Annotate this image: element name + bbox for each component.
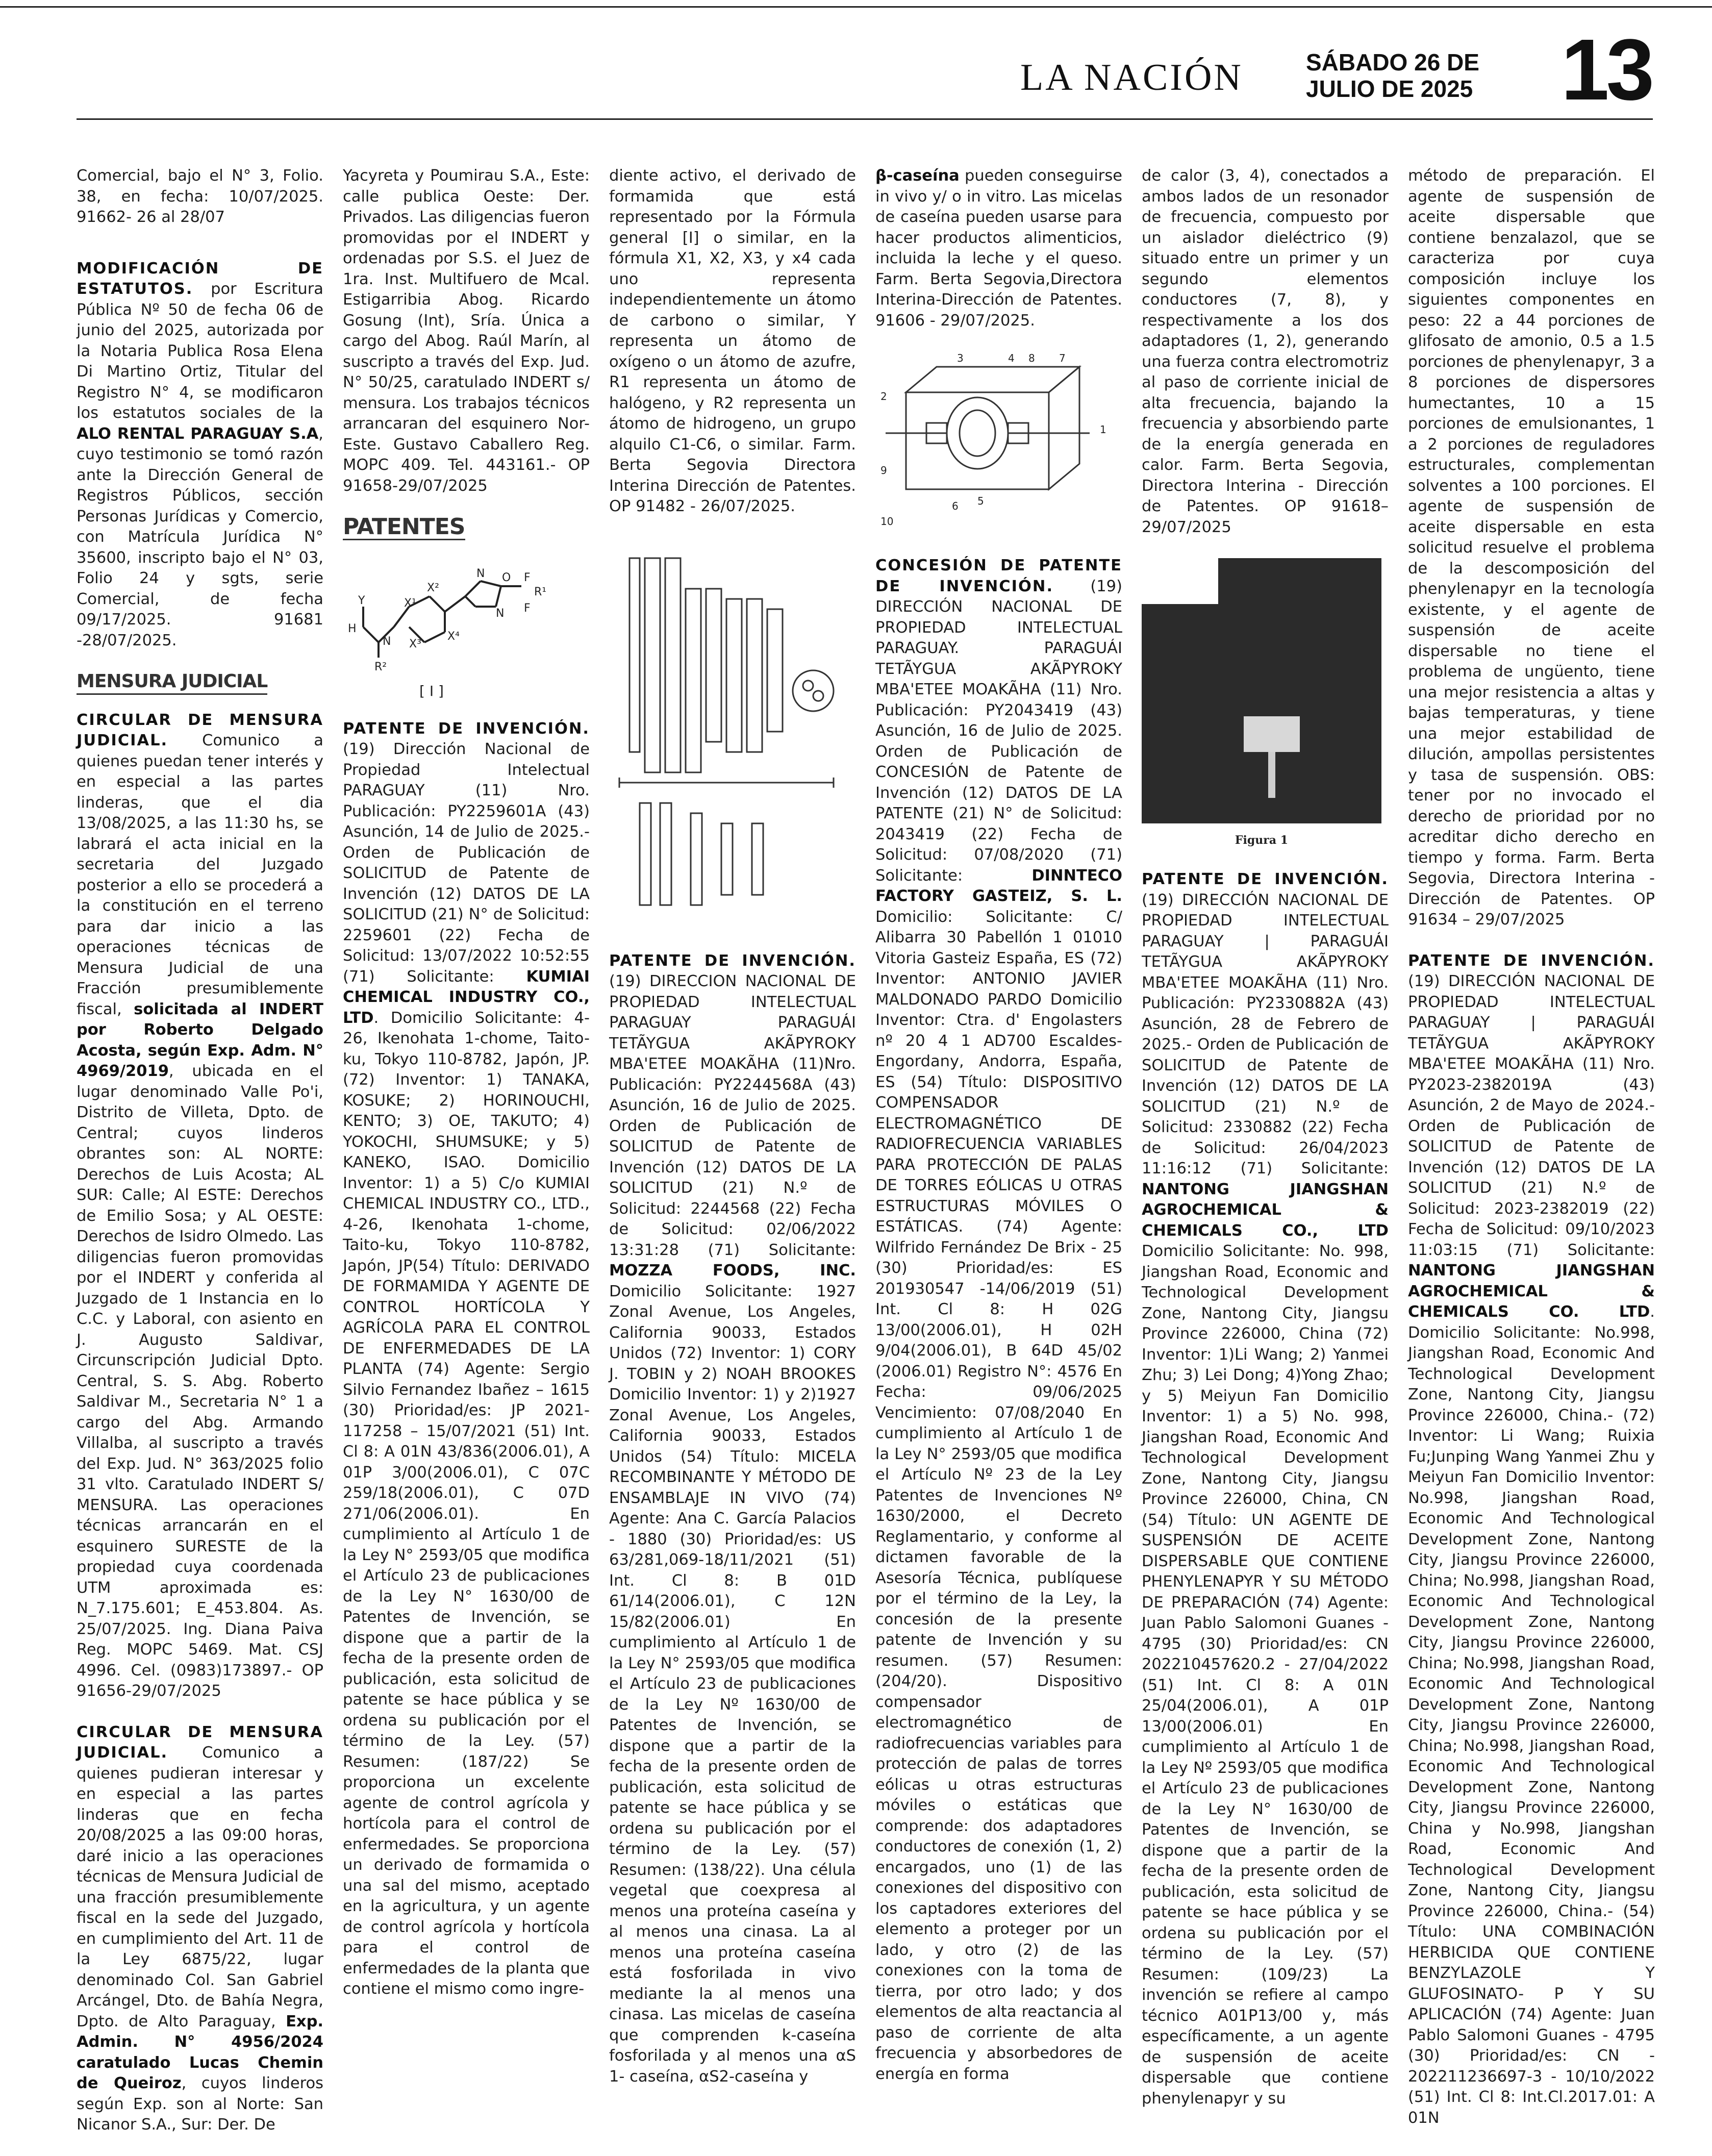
- notice-lead: CIRCULAR DE MENSURA JUDICIAL.: [77, 711, 323, 749]
- notice-lead: PATENTE DE INVENCIÓN.: [1142, 870, 1389, 888]
- notice-text: Comunico a quienes puedan tener interés y en especial a las partes linderas, que el dia 13/08/2025, a las 11:30 hs, se labrará el acta inicial en la secretaria del Juzgado posterior a ello se procederá a la constitución en el terreno para dar inicio a las operaciones técnicas de Mensura Judicial de una Fracción presumiblemente fiscal,: [77, 732, 323, 1018]
- svg-text:H: H: [348, 622, 357, 635]
- notice-mensura-1: [77, 710, 323, 1702]
- masthead-rule: [77, 118, 1653, 120]
- svg-text:R¹: R¹: [534, 585, 547, 598]
- notice-bold: KUMIAI CHEMICAL INDUSTRY CO., LTD: [343, 967, 590, 1027]
- device-label: 7: [1059, 352, 1066, 364]
- svg-text:R²: R²: [374, 660, 387, 673]
- notice-bold: ALO RENTAL PARAGUAY S.A: [77, 424, 319, 443]
- device-label: 2: [880, 390, 887, 403]
- svg-text:N: N: [496, 607, 505, 620]
- section-heading-mensura: MENSURA JUDICIAL: [77, 671, 267, 695]
- notice-text: por Escritura Pública Nº 50 de fecha 06 de junio del 2025, autorizada por la Notaria Publica Rosa Elena Di Martino Ortiz, Titular del Registro N° 4, se modificaron los estatutos sociales de la: [77, 280, 323, 422]
- svg-text:F: F: [524, 601, 531, 615]
- notice-bold: NANTONG JIANGSHAN AGROCHEMICAL & CHEMICALS CO., LTD: [1142, 1180, 1389, 1240]
- column-4: [875, 166, 1122, 2105]
- issue-date-line2: JULIO DE 2025: [1306, 76, 1473, 102]
- notice-text: Domicilio: Solicitante: C/ Alibarra 30 Pabellón 1 01010 Vitoria Gasteiz España, ES (72) Inventor: ANTONIO JAVIER MALDONADO PARDO Domicilio Inventor: Ctra. d' Engolasters nº 20 4 1 AD700 Escaldes- Engordany, Andorra, España, ES (54) Título: DISPOSITIVO COMPENSADOR ELECTROMAGNÉTICO DE RADIOFRECUENCIA VARIABLES PARA PROTECCIÓN DE PALAS DE TORRES EÓLICAS U OTRAS ESTRUCTURAS MÓVILES O ESTÁTICAS. (74) Agente: Wilfrido Fernández De Brix - 25 (30) Prioridad/es: ES 201930547 -14/06/2019 (51) Int. Cl 8: H 02G 13/00(2006.01), H 02H 9/04(2006.01), B 64D 45/02 (2006.01) Registro N°: 4576 En Fecha: 09/06/2025 Vencimiento: 07/08/2040 En cumplimiento al Artículo 1 de la Ley N° 2593/05 que modifica el Artículo Nº 23 de la Ley Patentes de Invenciones Nº 1630/2000, el Decreto Reglamentario, y conforme al dictamen favorable de la Asesoría Técnica, publíquese por el término de la Ley, la concesión de la presente patente de Invención y su resumen. (57) Resumen: (204/20). Dispositivo compensador electromagnético de radiofrecuencias variables para protección de palas de torres eólicas u otras estructuras móviles o estáticas que comprende: dos adaptadores conductores de conexión (1, 2) encargados, uno (1) de las conexiones del dispositivo con los captadores exteriores del elemento a proteger por un lado, y otro (2) de las conexiones con la toma de tierra, por otro lado; y dos elementos de alta reactancia al paso de corriente de alta frecuencia y absorbedores de energía en forma: [875, 908, 1122, 2083]
- issue-date-line1: SÁBADO 26 DE: [1306, 49, 1479, 76]
- notice-text: método de preparación. El agente de suspensión de aceite dispersable que contiene benzalazol, que se caracteriza por cuya composición incluye los siguientes componentes en peso: 22 a 44 porciones de glifosato de amonio, 0.5 a 1.5 porciones de phenylenapyr, 3 a 8 porciones de dispersores humectantes, 10 a 15 porciones de emulsionantes, 1 a 2 porciones de reguladores estructurales, complementan solventes a 100 porciones. El agente de suspensión de aceite dispersable en esta solicitud resuelve el problema de la descomposición del phenylenapyr en la tecnología existente, y el agente de suspensión de aceite dispersable no tiene el problema de ungüento, tiene una mejor resistencia a altas y bajas temperaturas, y tiene una mejor estabilidad de dilución, ampollas persistentes y tasa de suspensión. OBS: tener por no invocado el derecho de prioridad por no acreditar dicho derecho en tiempo y forma. Farm. Berta Segovia, Directora Interina - Dirección de Patentes. OP 91634 – 29/07/2025: [1408, 167, 1655, 929]
- column-5: [1142, 166, 1389, 2129]
- notice-lead: MODIFICACIÓN DE ESTATUTOS.: [77, 259, 323, 298]
- notice-bold: MOZZA FOODS, INC.: [609, 1262, 856, 1280]
- notice-text: Comunico a quienes pudieran interesar y en especial a las partes linderas que en fecha 20/08/2025 a las 09:00 horas, daré inicio a las operaciones técnicas de Mensura Judicial de una fracción presumiblemente fiscal en la sede del Juzgado, en cumplimiento del Art. 11 de la Ley 6875/22, lugar denominado Col. San Gabriel Arcángel, Dto. de Bahía Negra, Dpto. de Alto Paraguay,: [77, 1744, 323, 2030]
- notice-text: Domicilio Solicitante: 1927 Zonal Avenue, Los Angeles, California 90033, Estados Unidos (72) Inventor: 1) CORY J. TOBIN y 2) NOAH BROOKES Domicilio Inventor: 1) y 2)1927 Zonal Avenue, Los Angeles, California 90033, Estados Unidos (54) Título: MICELA RECOMBINANTE Y MÉTODO DE ENSAMBLAJE IN VIVO (74) Agente: Ana C. García Palacios - 1880 (30) Prioridad/es: US 63/281,069-18/11/2021 (51) Int. Cl 8: B 01D 61/14(2006.01), C 12N 15/82(2006.01) En cumplimiento al Artículo 1 de la Ley N° 2593/05 que modifica el Artículo 23 de publicaciones de la Ley Nº 1630/00 de Patentes de Invención, se dispone que a partir de la fecha de la presente orden de publicación, esta solicitud de patente se hace pública y se ordena su publicación por el término de la Ley. (57) Resumen: (138/22). Una célula vegetal que coexpresa al menos una proteína caseína y al menos una cinasa. La al menos una proteína caseína está fosforilada in vivo mediante la al menos una cinasa. Las micelas de caseína que comprenden k-caseína fosforilada y al menos una αS 1- caseína, αS2-caseína y: [609, 1282, 856, 2086]
- notice-text: , ubicada en el lugar denominado Valle Po'i, Distrito de Villeta, Dpto. de Central; cuyos linderos obrantes son: AL NORTE: Derechos de Luis Acosta; AL SUR: Calle; Al ESTE: Derechos de Emilio Sosa; y AL OESTE: Derechos de Isidro Olmedo. Las diligencias fueron promovidas por el INDERT y conferida al Juzgado de 1 Instancia en lo C.C. y Laboral, con asiento en J. Augusto Saldivar, Circunscripción Judicial Dpto. Central, S. S. Abg. Roberto Saldivar M., Secretaria N° 1 a cargo del Abg. Armando Villalba, al suscripto a través del Exp. Jud. N° 363/2025 folio 31 vlto. Caratulado INDERT S/ MENSURA. Las operaciones técnicas arrancarán en el esquinero SURESTE de la propiedad cuya coordenada UTM aproximada es: N_7.175.601; E_453.804. As. 25/07/2025. Ing. Diana Paiva Reg. MOPC 5469. Mat. CSJ 4996. Cel. (0983)173897.- OP 91656-29/07/2025: [77, 1062, 323, 1700]
- notice-lead: PATENTE DE INVENCIÓN.: [609, 951, 856, 970]
- svg-text:Y: Y: [358, 594, 365, 607]
- notice-text: de calor (3, 4), conectados a ambos lados de un resonador de frecuencia, compuesto por un aislador dieléctrico (9) situado entre un primer y un segundo elementos conductores (7, 8), y respectivamente a los dos adaptadores (1, 2), generando una fuerza contra electromotriz al paso de corriente inicial de alta frecuencia, bajando la frecuencia y absorbiendo parte de la energía generada en calor. Farm. Berta Segovia, Directora Interina - Dirección de Patentes. OP 91618– 29/07/2025: [1142, 167, 1389, 536]
- page-number: 13: [1561, 21, 1652, 118]
- column-6: [1408, 166, 1655, 2149]
- svg-text:N: N: [476, 567, 485, 580]
- section-heading-patentes: PATENTES: [343, 514, 465, 540]
- notice-mensura-2: [77, 1722, 323, 2136]
- device-label: 3: [957, 352, 964, 364]
- svg-text:X⁴: X⁴: [447, 630, 460, 643]
- svg-text:F: F: [524, 571, 531, 584]
- notice-concesion: [875, 556, 1122, 2085]
- notice-text: . Domicilio Solicitante: No.998, Jiangshan Road, Economic And Technological Development Zone, Nantong City, Jiangsu Province 226000, China.- (72) Inventor: Li Wang; Ruixia Fu;Junping Wang Yanmei Zhu y Meiyun Fan Domicilio Inventor: No.998, Jiangshan Road, Economic And Technological Development Zone, Nantong City, Jiangsu Province 226000, China; No.998, Jiangshan Road, Economic And Technological Development Zone, Nantong City, Jiangsu Province 226000, China; No.998, Jiangshan Road, Economic And Technological Development Zone, Nantong City, Jiangsu Province 226000, China; No.998, Jiangshan Road, Economic And Technological Development Zone, Nantong City, Jiangsu Province 226000, China y No.998, Jiangshan Road, Economic And Technological Development Zone, Nantong City, Jiangsu Province 226000, China.- (54) Título: UNA COMBINACIÓN HERBICIDA QUE CONTIENE BENZYLAZOLE Y GLUFOSINATO- P Y SU APLICACIÓN (74) Agente: Juan Pablo Salomoni Guanes - 4795 (30) Prioridad/es: CN - 202211236697-3 - 10/10/2022 (51) Int. Cl 8: Int.Cl.2017.01: A 01N: [1408, 1303, 1655, 2127]
- notice-caseina: [875, 166, 1122, 331]
- notice-text: (19) DIRECCIÓN NACIONAL DE PROPIEDAD INTELECTUAL PARAGUAY | PARAGUÁI TETÃYGUA AKÃPYROKY MBA'ETEE MOAKÃHA (11) Nro. PY2023-2382019A (43) Asunción, 2 de Mayo de 2024.- Orden de Publicación de SOLICITUD de Patente de Invención (12) DATOS DE LA SOLICITUD (21) N.º de Solicitud: 2023-2382019 (22) Fecha de Solicitud: 09/10/2023 11:03:15 (71) Solicitante:: [1408, 972, 1655, 1259]
- notice-text: Domicilio Solicitante: No. 998, Jiangshan Road, Economic and Technological Development Zone, Nantong City, Jiangsu Province 226000, China (72) Inventor: 1)Li Wang; 2) Yanmei Zhu; 3) Lei Dong; 4)Yong Zhao; y 5) Meiyun Fan Domicilio Inventor: 1) a 5) No. 998, Jiangshan Road, Economic And Technological Development Zone, Nantong City, Jiangsu Province 226000, China, CN (54) Título: UN AGENTE DE SUSPENSIÓN DE ACEITE DISPERSABLE QUE CONTIENE PHENYLENAPYR Y SU MÉTODO DE PREPARACIÓN (74) Agente: Juan Pablo Salomoni Guanes - 4795 (30) Prioridad/es: CN 202210457620.2 - 27/04/2022 (51) Int. Cl 8: A 01N 25/04(2006.01), A 01P 13/00(2006.01) En cumplimiento al Artículo 1 de la Ley Nº 2593/05 que modifica el Artículo 23 de publicaciones de la Ley N° 1630/00 de Patentes de Invención, se dispone que a partir de la fecha de la presente orden de publicación, esta solicitud de patente se hace pública y se ordena su publicación por el término de la Ley. (57) Resumen: (109/23) La invención se refiere al campo técnico A01P13/00 y, más específicamente, a un agente de suspensión de aceite dispersable que contiene phenylenapyr y su: [1142, 1242, 1389, 2108]
- notice-text: (19) DIRECCIÓN NACIONAL DE PROPIEDAD INTELECTUAL PARAGUAY. PARAGUÁI TETÃYGUA AKÃPYROKY MBA'ETEE MOAKÃHA (11) Nro. Publicación: PY2043419 (43) Asunción, 16 de Julio de 2025. Orden de Publicación de CONCESIÓN de Patente de Invención (12) DATOS DE LA PATENTE (21) N° de Solicitud: 2043419 (22) Fecha de Solicitud: 07/08/2020 (71) Solicitante:: [875, 577, 1122, 885]
- svg-text:O: O: [502, 571, 511, 584]
- svg-text:X¹: X¹: [404, 596, 416, 610]
- notice-text: pueden conseguirse in vivo y/ o in vitro. Las micelas de caseína pueden usarse para hacer productos alimenticios, incluida la leche y el queso. Farm. Berta Segovia,Directora Interina-Dirección de Patentes. 91606 - 29/07/2025.: [875, 167, 1122, 330]
- svg-text:X³: X³: [409, 637, 421, 650]
- device-label: 1: [1100, 423, 1106, 436]
- device-label: 10: [880, 515, 894, 528]
- column-2: [343, 166, 590, 2020]
- device-label: 6: [952, 500, 959, 512]
- notice-text: (19) DIRECCION NACIONAL DE PROPIEDAD INTELECTUAL PARAGUAY PARAGUÁI TETÃYGUA AKÃPYROKY MBA'ETEE MOAKÃHA (11)Nro. Publicación: PY2244568A (43) Asunción, 16 de Julio de 2025. Orden de Publicación de SOLICITUD de Patente de Invención (12) DATOS DE LA SOLICITUD (21) N.º de Solicitud: 2244568 (22) Fecha de Solicitud: 02/06/2022 13:31:28 (71) Solicitante:: [609, 972, 856, 1259]
- column-3: [609, 166, 856, 2108]
- notice-text: Yacyreta y Poumirau S.A., Este: calle publica Oeste: Der. Privados. Las diligencias fueron promovidas por el INDERT y ordenadas por S.S. el Juez de 1ra. Inst. Multifuero de Mcal. Estigarribia Abog. Ricardo Gosung (Int), Sría. Única a cargo del Abog. Raúl Marín, al suscripto a través del Exp. Jud. N° 50/25, caratulado INDERT s/ mensura. Los trabajos técnicos arrancaran del esquinero Nor-Este. Gustavo Caballero Reg. MOPC 409. Tel. 443161.- OP 91658-29/07/2025: [343, 167, 590, 495]
- notice-patente-mozza: [609, 951, 856, 2088]
- notice-bold: Exp. Admin. N° 4956/2024 caratulado Lucas Chemin de Queiroz: [77, 2012, 323, 2092]
- masthead: [0, 0, 1712, 120]
- device-label: 5: [977, 495, 984, 507]
- notice-lead: CONCESIÓN DE PATENTE DE INVENCIÓN.: [875, 557, 1122, 595]
- device-label: 8: [1028, 352, 1035, 364]
- svg-text:N: N: [383, 635, 391, 648]
- notice-patente-kumiai: [343, 719, 590, 2000]
- notice-lead: PATENTE DE INVENCIÓN.: [1408, 951, 1655, 970]
- device-label: 9: [880, 464, 887, 477]
- notice-estatutos: [77, 259, 323, 651]
- notice-bold: NANTONG JIANGSHAN AGROCHEMICAL & CHEMICALS CO. LTD: [1408, 1262, 1655, 1321]
- chemical-formula-figure: [343, 556, 567, 704]
- notice-text: Comercial, bajo el N° 3, Folio. 38, en fecha: 10/07/2025. 91662- 26 al 28/07: [77, 167, 323, 226]
- issue-date: [1306, 49, 1520, 102]
- notice-text: (19) DIRECCIÓN NACIONAL DE PROPIEDAD INTELECTUAL PARAGUAY | PARAGUÁI TETÃYGUA AKÃPYROKY MBA'ETEE MOAKÃHA (11) Nro. Publicación: PY2330882A (43) Asunción, 28 de Febrero de 2025.- Orden de Publicación de SOLICITUD de Patente de Invención (12) DATOS DE LA SOLICITUD (21) N.º de Solicitud: 2330882 (22) Fecha de Solicitud: 26/04/2023 11:16:12 (71) Solicitante:: [1142, 891, 1389, 1177]
- notice-text: . Domicilio Solicitante: 4-26, Ikenohata 1-chome, Taito-ku, Tokyo 110-8782, Japón, JP. (72) Inventor: 1) TANAKA, KOSUKE; 2) HORINOUCHI, KENTO; 3) OE, TAKUTO; 4) YOKOCHI, SHUMSUKE; y 5) KANEKO, ISAO. Domicilio Inventor: 1) a 5) C/o KUMIAI CHEMICAL INDUSTRY CO., LTD., 4-26, Ikenohata 1-chome, Taito-ku, Tokyo 110-8782, Japón, JP(54) Título: DERIVADO DE FORMAMIDA Y AGENTE DE CONTROL HORTÍCOLA Y AGRÍCOLA PARA EL CONTROL DE ENFERMEDADES DE LA PLANTA (74) Agente: Sergio Silvio Fernandez Ibañez – 1615 (30) Prioridad/es: JP 2021-117258 – 15/07/2021 (51) Int. Cl 8: A 01N 43/836(2006.01), A 01P 3/00(2006.01), C 07C 259/18(2006.01), C 07D 271/06(2006.01). En cumplimiento al Artículo 1 de la Ley N° 2593/05 que modifica el Artículo 23 de publicaciones de la Ley N° 1630/00 de Patentes de Invención, se dispone que a partir de la fecha de la presente orden de publicación, esta solicitud de patente se hace pública y se ordena su publicación por el término de la Ley. (57) Resumen: (187/22) Se proporciona un excelente agente de control agrícola y hortícola para el control de enfermedades. Se proporciona un derivado de formamida o una sal del mismo, aceptado en la agricultura, y un agente de control agrícola y hortícola para el control de enfermedades de la planta que contiene el mismo como ingre-: [343, 1009, 590, 1998]
- notice-patente-nantong-2: [1408, 951, 1655, 2129]
- figura-1-caption: Figura 1: [1235, 834, 1289, 847]
- svg-text:X²: X²: [427, 581, 439, 594]
- notice-bold: β-caseína: [875, 167, 960, 185]
- micelle-process-diagram: [609, 538, 849, 936]
- notice-text: , cuyos linderos según Exp. son al Norte: San Nicanor S.A., Sur: Der. De: [77, 2074, 323, 2134]
- column-1: [77, 166, 323, 2156]
- notice-bold: DINNTECO FACTORY GASTEIZ, S. L.: [875, 866, 1122, 905]
- formula-label: [ I ]: [419, 682, 444, 699]
- figura-1-photo: [1142, 558, 1381, 854]
- compensator-device-diagram: [875, 352, 1115, 540]
- notice-lead: CIRCULAR DE MENSURA JUDICIAL.: [77, 1723, 323, 1762]
- notice-text: (19) Dirección Nacional de Propiedad Intelectual PARAGUAY (11) Nro. Publicación: PY2259601A (43) Asunción, 14 de Julio de 2025.- Orden de Publicación de SOLICITUD de Patente de Invención (12) DATOS DE LA SOLICITUD (21) N° de Solicitud: 2259601 (22) Fecha de Solicitud: 13/07/2022 10:52:55 (71) Solicitante:: [343, 740, 590, 986]
- notice-patente-nantong-1: [1142, 869, 1389, 2109]
- newspaper-logo: LA NACIÓN: [1020, 57, 1243, 98]
- notice-text: , cuyo testimonio se tomó razón ante la Dirección General de Registros Públicos, sección Personas Jurídicas y Comercio, con Matrícula Jurídica N° 35600, inscripto bajo el N° 03, Folio 24 y sgts, serie Comercial, de fecha 09/17/2025. 91681 -28/07/2025.: [77, 424, 323, 649]
- notice-lead: PATENTE DE INVENCIÓN.: [343, 719, 590, 738]
- notice-bold: solicitada al INDERT por Roberto Delgado Acosta, según Exp. Adm. N° 4969/2019: [77, 1000, 323, 1080]
- device-label: 4: [1008, 352, 1015, 364]
- notice-text: diente activo, el derivado de formamida que está representado por la Fórmula general [I] o similar, en la fórmula X1, X2, X3, y x4 cada uno representa independientemente un átomo de carbono o similar, Y representa un átomo de oxígeno o un átomo de azufre, R1 representa un átomo de halógeno, y R2 representa un átomo de hidrogeno, un grupo alquilo C1-C6, o similar. Farm. Berta Segovia Directora Interina Dirección de Patentes. OP 91482 - 26/07/2025.: [609, 167, 856, 515]
